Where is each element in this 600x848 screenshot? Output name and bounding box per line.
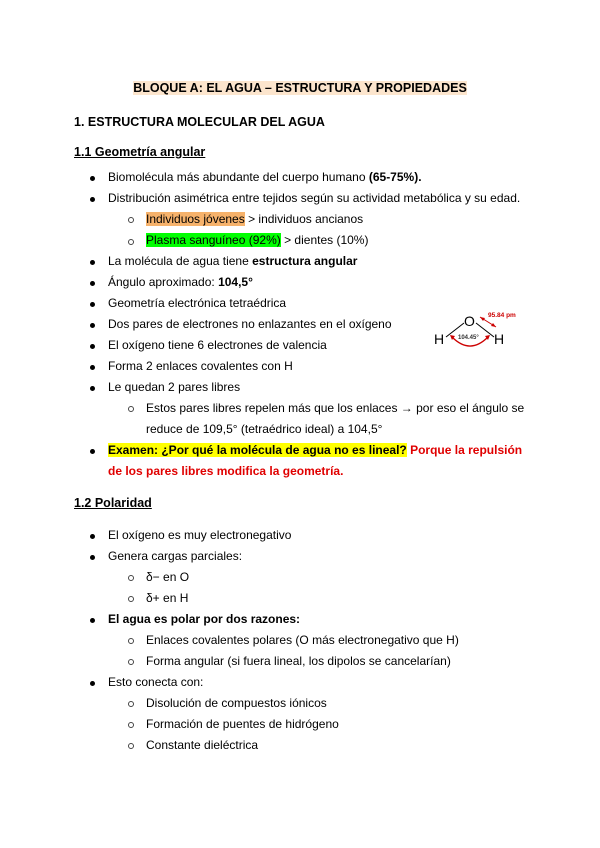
list-item: Forma 2 enlaces covalentes con H: [108, 359, 293, 373]
bond-length-label: 95.84 pm: [488, 312, 516, 319]
list-item: Ángulo aproximado: 104,5°: [108, 275, 253, 289]
list-item: Individuos jóvenes > individuos ancianos: [146, 212, 364, 226]
circle-bullet-icon: [128, 239, 134, 245]
water-molecule-diagram: [430, 305, 530, 355]
bullet-icon: [90, 323, 95, 328]
list-item: Formación de puentes de hidrógeno: [146, 717, 339, 731]
list-item: Biomolécula más abundante del cuerpo humano (65-75%).: [108, 170, 422, 184]
circle-bullet-icon: [128, 701, 134, 707]
bullet-icon: [90, 344, 95, 349]
circle-bullet-icon: [128, 596, 134, 602]
list-item: Esto conecta con:: [108, 675, 204, 689]
list-item: Enlaces covalentes polares (O más electronegativo que H): [146, 633, 459, 647]
bullet-icon: [90, 681, 95, 686]
arrow-icon: [491, 323, 496, 327]
bullet-icon: [90, 534, 95, 539]
hydrogen-left: H: [434, 331, 445, 347]
bullet-icon: [90, 449, 95, 454]
circle-bullet-icon: [128, 406, 134, 412]
list-item: Geometría electrónica tetraédrica: [108, 296, 287, 310]
circle-bullet-icon: [128, 575, 134, 581]
list-item: La molécula de agua tiene estructura angular: [108, 254, 358, 268]
exam-question: Examen: ¿Por qué la molécula de agua no es lineal? Porque la repulsión: [108, 443, 523, 457]
exam-answer: de los pares libres modifica la geometría.: [108, 464, 344, 478]
subsection-heading: 1.1 Geometría angular: [74, 145, 206, 159]
bullet-icon: [90, 197, 95, 202]
list-item: El oxígeno es muy electronegativo: [108, 528, 292, 542]
circle-bullet-icon: [128, 743, 134, 749]
list-item: δ− en O: [146, 570, 190, 584]
bullet-icon: [90, 260, 95, 265]
subsection-heading: 1.2 Polaridad: [74, 496, 152, 510]
document-title: BLOQUE A: EL AGUA – ESTRUCTURA Y PROPIEDADES: [133, 81, 467, 95]
angle-label: 104.45°: [458, 335, 479, 341]
list-item: Forma angular (si fuera lineal, los dipolos se cancelarían): [146, 654, 451, 668]
list-item: Constante dieléctrica: [146, 738, 259, 752]
section-heading: 1. ESTRUCTURA MOLECULAR DEL AGUA: [74, 115, 325, 129]
arrow-icon: [480, 317, 485, 321]
list-item-continuation: reduce de 109,5° (tetraédrico ideal) a 104,5°: [146, 422, 383, 436]
bullet-icon: [90, 302, 95, 307]
list-item: Distribución asimétrica entre tejidos según su actividad metabólica y su edad.: [108, 191, 521, 205]
bullet-icon: [90, 281, 95, 286]
list-item: Dos pares de electrones no enlazantes en el oxígeno: [108, 317, 392, 331]
list-item: El agua es polar por dos razones:: [108, 612, 301, 626]
list-item: Plasma sanguíneo (92%) > dientes (10%): [146, 233, 369, 247]
circle-bullet-icon: [128, 722, 134, 728]
list-item: Genera cargas parciales:: [108, 549, 243, 563]
circle-bullet-icon: [128, 217, 134, 223]
circle-bullet-icon: [128, 659, 134, 665]
list-item: δ+ en H: [146, 591, 189, 605]
bullet-icon: [90, 618, 95, 623]
list-item: Estos pares libres repelen más que los enlaces → por eso el ángulo se: [146, 401, 525, 415]
list-item: Disolución de compuestos iónicos: [146, 696, 327, 710]
list-item: Le quedan 2 pares libres: [108, 380, 241, 394]
hydrogen-right: H: [494, 331, 505, 347]
circle-bullet-icon: [128, 638, 134, 644]
bullet-icon: [90, 365, 95, 370]
oxygen: O: [464, 313, 475, 329]
bullet-icon: [90, 386, 95, 391]
bullet-icon: [90, 176, 95, 181]
list-item: El oxígeno tiene 6 electrones de valencia: [108, 338, 327, 352]
bullet-icon: [90, 555, 95, 560]
